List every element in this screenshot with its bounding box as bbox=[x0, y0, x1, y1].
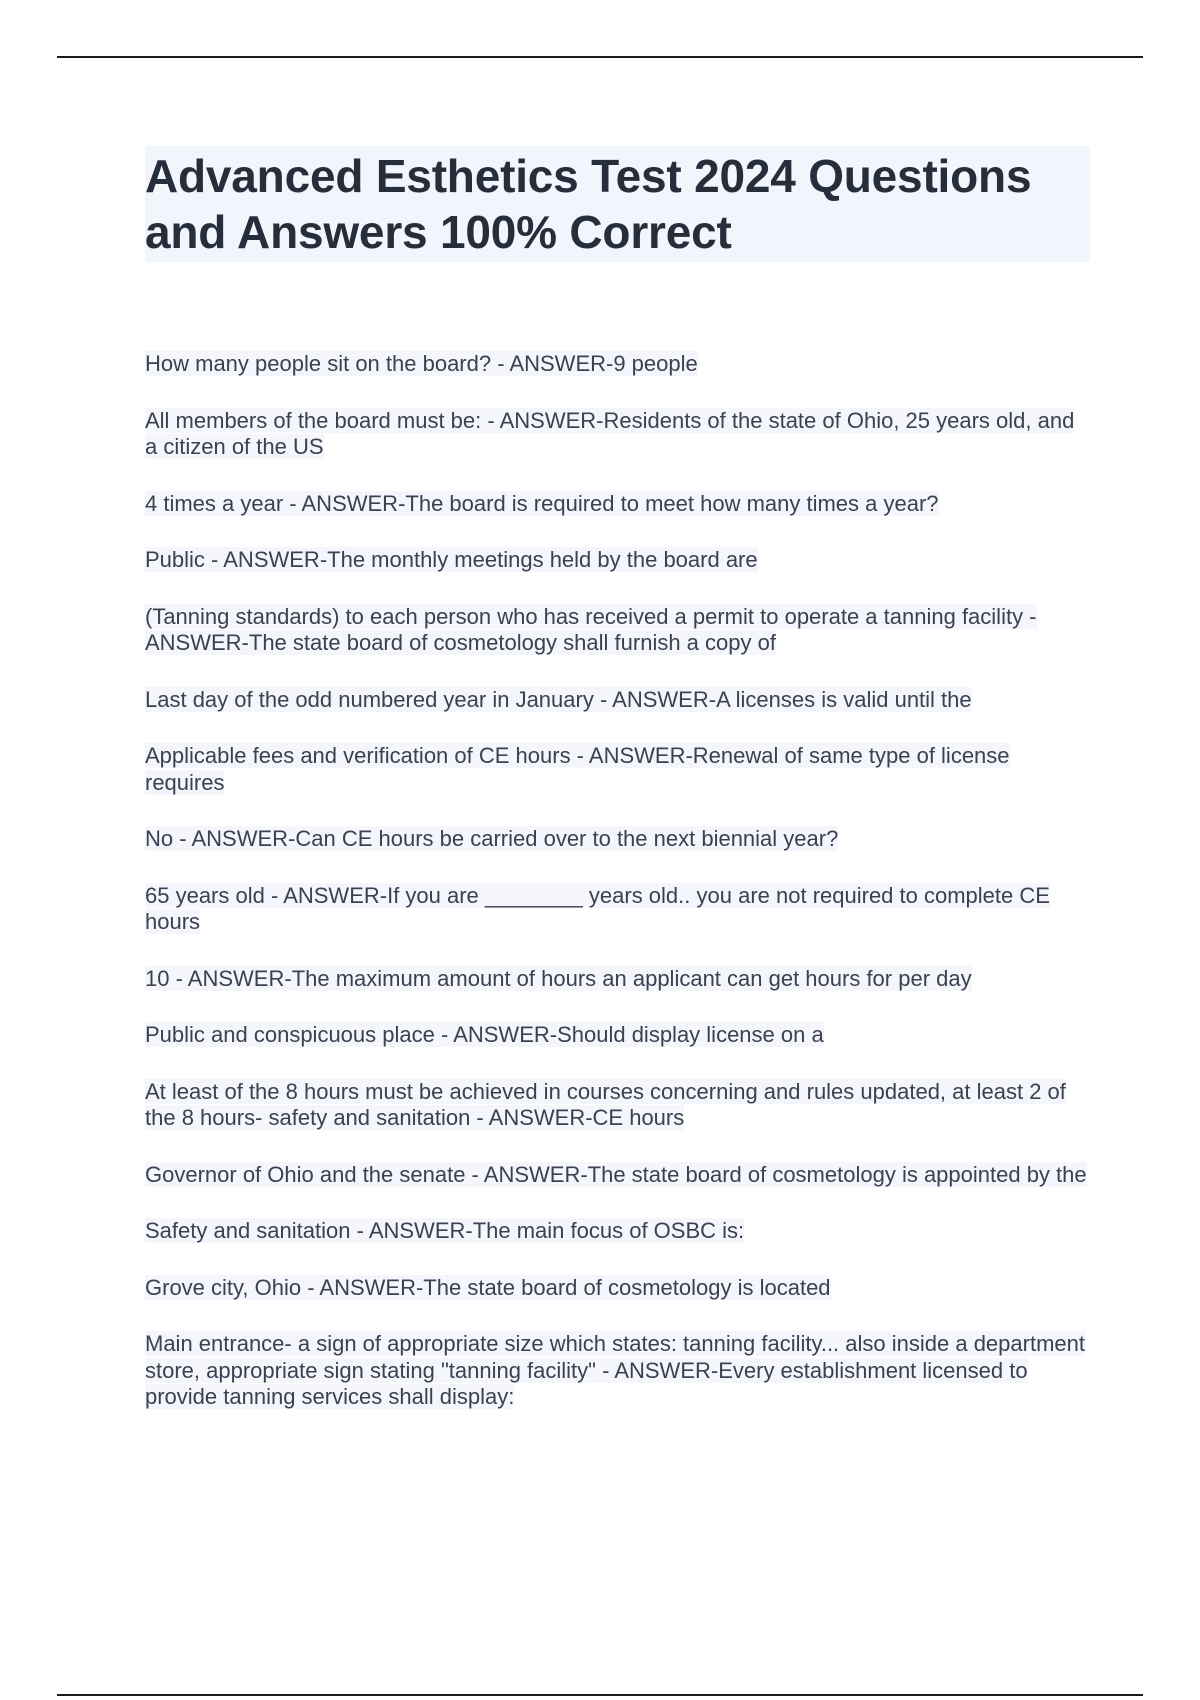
qa-item bbox=[145, 1331, 1090, 1411]
qa-item bbox=[145, 408, 1090, 461]
qa-text: Grove city, Ohio - ANSWER-The state board of cosmetology is located bbox=[145, 1274, 831, 1300]
qa-text: 65 years old - ANSWER-If you are ________ years old.. you are not required to complete CE hours bbox=[145, 882, 1050, 934]
qa-item bbox=[145, 1079, 1090, 1132]
qa-text: 10 - ANSWER-The maximum amount of hours an applicant can get hours for per day bbox=[145, 965, 972, 991]
qa-text: How many people sit on the board? - ANSWER-9 people bbox=[145, 351, 698, 376]
document-body bbox=[145, 146, 1090, 1409]
qa-text: All members of the board must be: - ANSWER-Residents of the state of Ohio, 25 years old, and a citizen of the US bbox=[145, 407, 1075, 459]
document-title: Advanced Esthetics Test 2024 Questions and Answers 100% Correct bbox=[145, 146, 1090, 262]
qa-list bbox=[145, 351, 1090, 1411]
qa-item bbox=[145, 1218, 1090, 1245]
header-rule bbox=[57, 56, 1143, 58]
qa-text: 4 times a year - ANSWER-The board is required to meet how many times a year? bbox=[145, 490, 939, 516]
qa-text: Public and conspicuous place - ANSWER-Should display license on a bbox=[145, 1022, 824, 1047]
qa-text: At least of the 8 hours must be achieved in courses concerning and rules updated, at least 2 of the 8 hours- safety and sanitation - ANSWER-CE hours bbox=[145, 1078, 1066, 1130]
qa-text: Main entrance- a sign of appropriate size which states: tanning facility... also inside a department store, appropriate sign stating "tanning facility" - ANSWER-Every establishment licensed to provide tanning services shall display: bbox=[145, 1331, 1085, 1409]
qa-text: Last day of the odd numbered year in January - ANSWER-A licenses is valid until the bbox=[145, 686, 972, 712]
qa-item bbox=[145, 1162, 1090, 1189]
qa-text: Applicable fees and verification of CE hours - ANSWER-Renewal of same type of license requires bbox=[145, 743, 1010, 795]
qa-item bbox=[145, 604, 1090, 657]
qa-text: Safety and sanitation - ANSWER-The main focus of OSBC is: bbox=[145, 1218, 745, 1243]
qa-item bbox=[145, 687, 1090, 714]
qa-text: No - ANSWER-Can CE hours be carried over to the next biennial year? bbox=[145, 826, 839, 851]
qa-item bbox=[145, 1022, 1090, 1049]
qa-text: Public - ANSWER-The monthly meetings held by the board are bbox=[145, 547, 758, 572]
qa-item bbox=[145, 491, 1090, 518]
footer-rule bbox=[57, 1694, 1143, 1696]
qa-item bbox=[145, 826, 1090, 853]
qa-item bbox=[145, 1275, 1090, 1302]
qa-item bbox=[145, 351, 1090, 378]
qa-item bbox=[145, 883, 1090, 936]
qa-item bbox=[145, 743, 1090, 796]
qa-item bbox=[145, 547, 1090, 574]
qa-item bbox=[145, 966, 1090, 993]
qa-text: Governor of Ohio and the senate - ANSWER-The state board of cosmetology is appointed by the bbox=[145, 1161, 1087, 1187]
qa-text: (Tanning standards) to each person who has received a permit to operate a tanning facility - ANSWER-The state board of cosmetology shall furnish a copy of bbox=[145, 603, 1037, 655]
